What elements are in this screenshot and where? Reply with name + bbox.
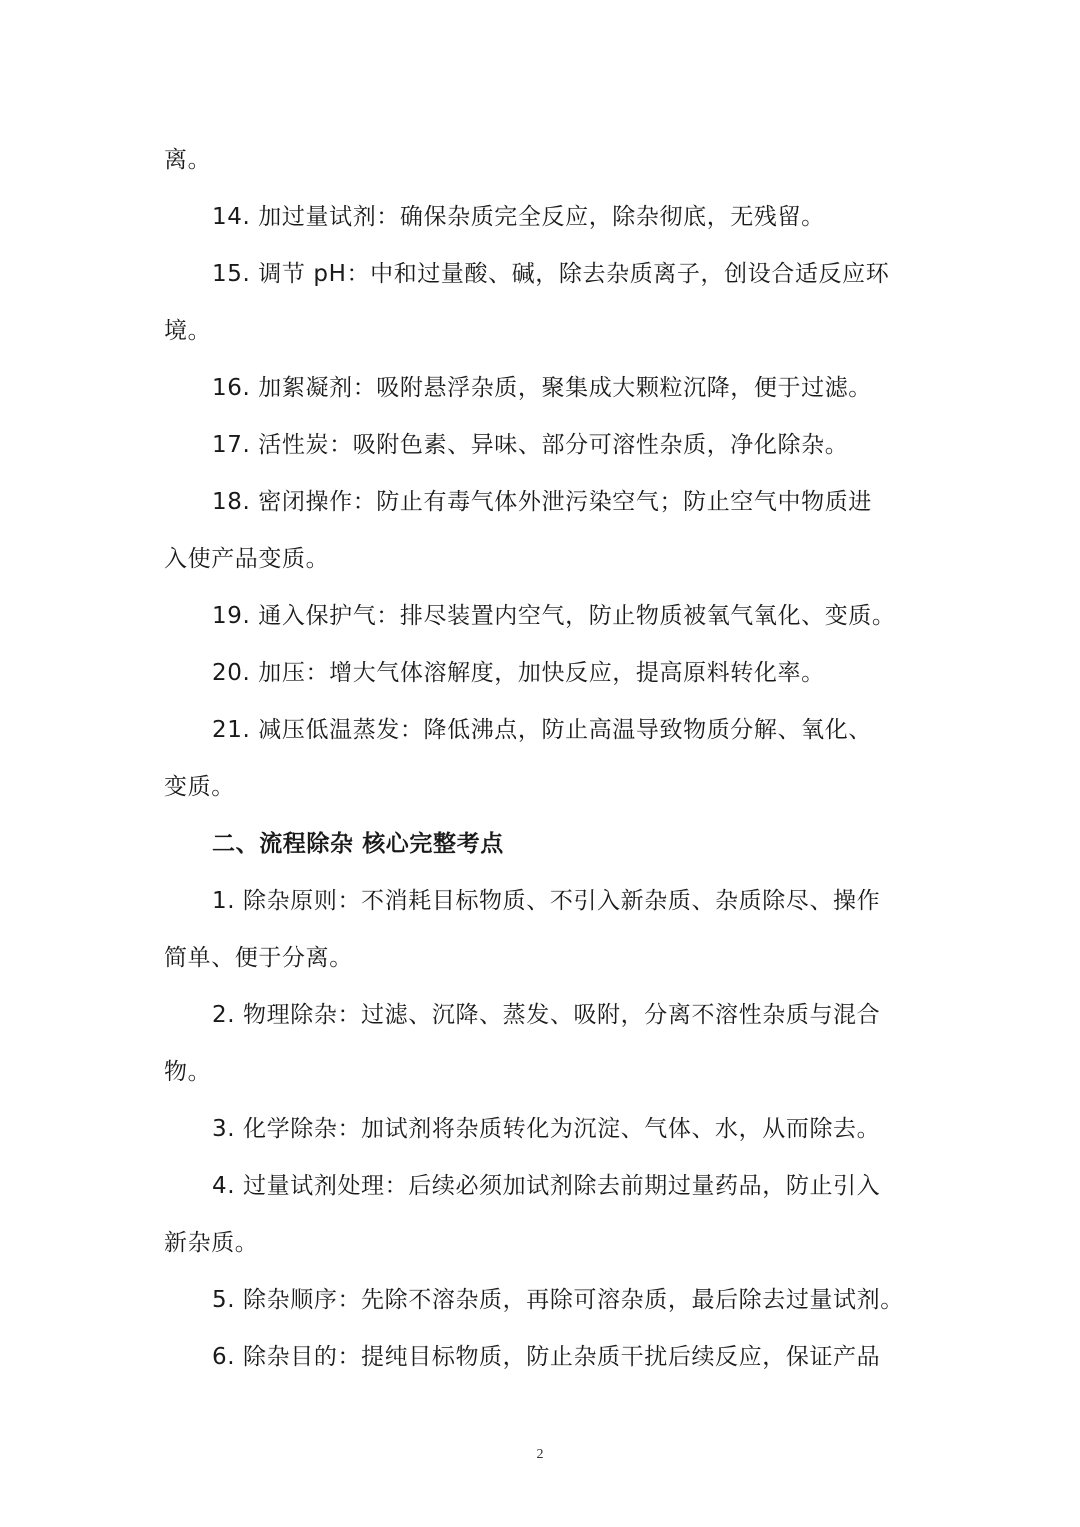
list-item: 4. 过量试剂处理：后续必须加试剂除去前期过量药品，防止引入 bbox=[212, 1173, 881, 1199]
text-line: 变质。 bbox=[164, 774, 235, 800]
section-heading: 二、流程除杂 核心完整考点 bbox=[212, 831, 504, 857]
list-item: 6. 除杂目的：提纯目标物质，防止杂质干扰后续反应，保证产品 bbox=[212, 1344, 881, 1370]
page-body bbox=[164, 140, 920, 1394]
page-number: 2 bbox=[536, 1447, 544, 1462]
list-item: 14. 加过量试剂：确保杂质完全反应，除杂彻底，无残留。 bbox=[212, 204, 825, 230]
text-line: 简单、便于分离。 bbox=[164, 945, 353, 971]
text-line: 入使产品变质。 bbox=[164, 546, 330, 572]
text-line: 离。 bbox=[164, 147, 212, 173]
list-item: 21. 减压低温蒸发：降低沸点，防止高温导致物质分解、氧化、 bbox=[212, 717, 872, 743]
list-item: 5. 除杂顺序：先除不溶杂质，再除可溶杂质，最后除去过量试剂。 bbox=[212, 1287, 904, 1313]
list-item: 20. 加压：增大气体溶解度，加快反应，提高原料转化率。 bbox=[212, 660, 825, 686]
list-item: 2. 物理除杂：过滤、沉降、蒸发、吸附，分离不溶性杂质与混合 bbox=[212, 1002, 881, 1028]
list-item: 16. 加絮凝剂：吸附悬浮杂质，聚集成大颗粒沉降，便于过滤。 bbox=[212, 375, 872, 401]
list-item: 19. 通入保护气：排尽装置内空气，防止物质被氧气氧化、变质。 bbox=[212, 603, 896, 629]
text-line: 境。 bbox=[164, 318, 212, 344]
text-line: 新杂质。 bbox=[164, 1230, 259, 1256]
list-item: 15. 调节 pH：中和过量酸、碱，除去杂质离子，创设合适反应环 bbox=[212, 261, 890, 287]
list-item: 18. 密闭操作：防止有毒气体外泄污染空气；防止空气中物质进 bbox=[212, 489, 872, 515]
list-item: 3. 化学除杂：加试剂将杂质转化为沉淀、气体、水，从而除去。 bbox=[212, 1116, 881, 1142]
list-item: 17. 活性炭：吸附色素、异味、部分可溶性杂质，净化除杂。 bbox=[212, 432, 849, 458]
text-line: 物。 bbox=[164, 1059, 212, 1085]
list-item: 1. 除杂原则：不消耗目标物质、不引入新杂质、杂质除尽、操作 bbox=[212, 888, 881, 914]
